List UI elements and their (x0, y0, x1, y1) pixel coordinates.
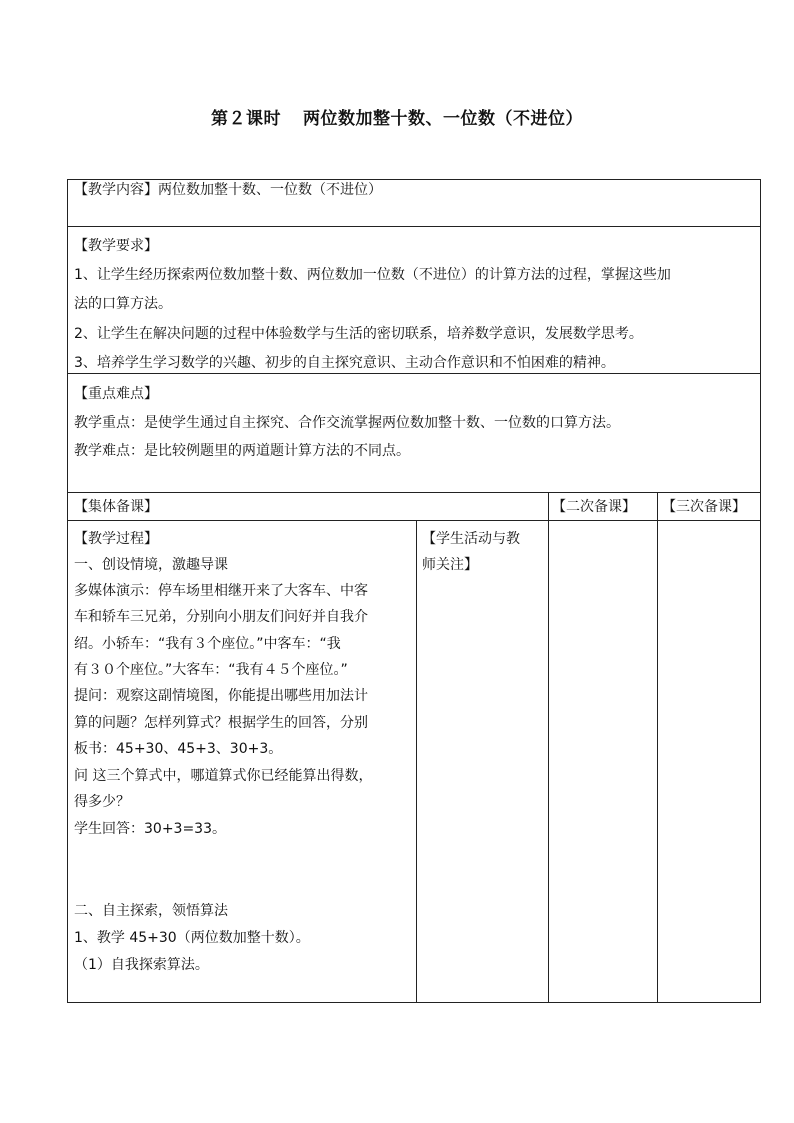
process-line: （1）自我探索算法。 (74, 957, 209, 973)
student-activity-label: 【学生活动与教 (422, 531, 520, 547)
group-prep-header: 【集体备课】 (74, 499, 158, 515)
process-line: 绍。小轿车：“我有３个座位。”中客车：“我 (74, 636, 341, 652)
column-divider (548, 492, 549, 1003)
teaching-focus: 教学重点：是使学生通过自主探究、合作交流掌握两位数加整十数、一位数的口算方法。 (74, 415, 620, 431)
requirement-item: 2、让学生在解决问题的过程中体验数学与生活的密切联系，培养数学意识，发展数学思考。 (74, 326, 643, 342)
lesson-number: 第２课时 (211, 109, 281, 129)
lesson-topic: 两位数加整十数、一位数（不进位） (303, 109, 583, 129)
process-line: 车和轿车三兄弟，分别向小朋友们问好并自我介 (74, 609, 368, 625)
teaching-difficulty: 教学难点：是比较例题里的两道题计算方法的不同点。 (74, 443, 410, 459)
column-divider (416, 520, 417, 1003)
process-line: 多媒体演示：停车场里相继开来了大客车、中客 (74, 583, 368, 599)
second-prep-header: 【二次备课】 (552, 499, 636, 515)
requirement-item: 3、培养学生学习数学的兴趣、初步的自主探究意识、主动合作意识和不怕困难的精神。 (74, 355, 615, 371)
process-line: 提问：观察这副情境图，你能提出哪些用加法计 (74, 688, 368, 704)
process-line: 问 这三个算式中，哪道算式你已经能算出得数， (74, 768, 373, 784)
requirement-item: 1、让学生经历探索两位数加整十数、两位数加一位数（不进位）的计算方法的过程，掌握这些加 (74, 267, 671, 283)
content-label: 【教学内容】 (74, 182, 158, 198)
process-line: 二、自主探索，领悟算法 (74, 903, 228, 919)
third-prep-header: 【三次备课】 (662, 499, 746, 515)
process-line: 得多少？ (74, 794, 130, 810)
column-divider (657, 492, 658, 1003)
process-line: 1、教学 45+30（两位数加整十数）。 (74, 930, 310, 946)
key-points-label: 【重点难点】 (74, 386, 158, 402)
row-divider (67, 226, 761, 227)
process-line: 算的问题？怎样列算式？根据学生的回答，分别 (74, 715, 368, 731)
process-line: 一、创设情境，激趣导课 (74, 557, 228, 573)
process-line: 有３０个座位。”大客车：“我有４５个座位。” (74, 662, 348, 678)
process-label: 【教学过程】 (74, 531, 158, 547)
requirements-label: 【教学要求】 (74, 238, 158, 254)
page-title (0, 104, 794, 129)
content-text: 两位数加整十数、一位数（不进位） (158, 182, 382, 198)
student-activity-label: 师关注】 (422, 557, 478, 573)
content-row (74, 176, 382, 204)
process-line: 学生回答：30+3=33。 (74, 821, 226, 837)
requirement-item: 法的口算方法。 (74, 296, 172, 312)
process-line: 板书：45+30、45+3、30+3。 (74, 741, 283, 757)
